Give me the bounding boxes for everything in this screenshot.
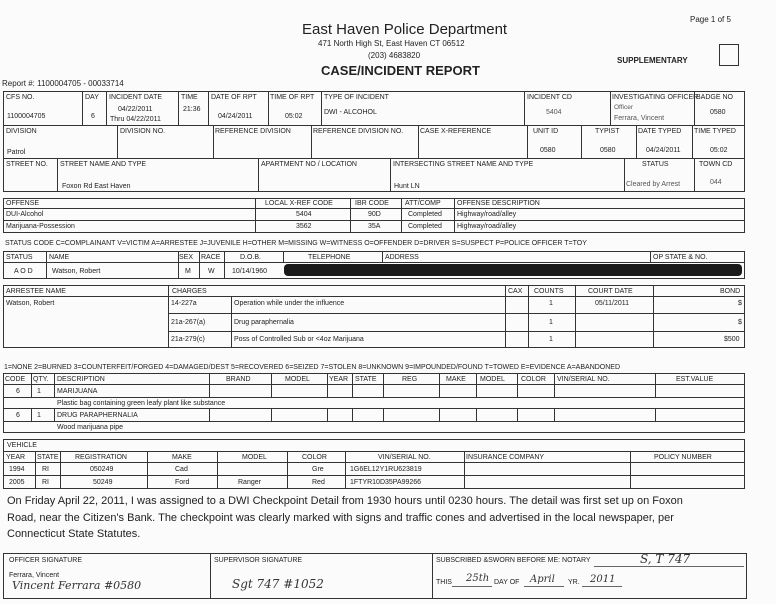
day-label: DAY (85, 94, 99, 101)
person-phone-header: TELEPHONE (308, 254, 351, 261)
veh-color-header: COLOR (302, 454, 327, 461)
unit-id-value: 0580 (540, 147, 556, 154)
veh-reg-2: 50249 (93, 479, 113, 486)
notary-year: 2011 (590, 574, 616, 585)
charge-code-2: 21a-267(a) (171, 319, 206, 326)
charge-code-1: 14-227a (171, 300, 197, 307)
day-of-label: DAY OF (494, 579, 520, 586)
xref-code-header: LOCAL X-REF CODE (265, 200, 333, 207)
signature-block (3, 553, 747, 599)
prop-make-header: MAKE (446, 376, 466, 383)
person-race-header: RACE (201, 254, 221, 261)
veh-policy-header: POLICY NUMBER (654, 454, 712, 461)
veh-model-header: MODEL (242, 454, 267, 461)
court-date-header: COURT DATE (588, 288, 633, 295)
street-value: Foxon Rd East Haven (62, 183, 131, 190)
ref-division-label: REFERENCE DIVISION (215, 128, 291, 135)
date-typed-value: 04/24/2011 (646, 147, 681, 154)
incident-date-label: INCIDENT DATE (109, 94, 163, 101)
report-title: CASE/INCIDENT REPORT (321, 63, 480, 78)
officer-title: Officer (614, 104, 634, 111)
bond-1: $ (738, 300, 742, 307)
prop-value-header: EST.VALUE (676, 376, 714, 383)
prop-model2-header: MODEL (480, 376, 505, 383)
charge-counts-2: 1 (549, 319, 553, 326)
person-dob: 10/14/1960 (232, 268, 268, 275)
notary-day: 25th (466, 573, 490, 584)
veh-year-header: YEAR (6, 454, 26, 461)
offense-ibr-2: 35A (368, 223, 381, 230)
town-code-label: TOWN CD (699, 161, 733, 168)
prop-qty-header: QTY. (33, 376, 49, 383)
prop-code-header: CODE (5, 376, 26, 383)
prop-year-header: YEAR (329, 376, 349, 383)
offense-row-2: Marijuana-Possession (6, 223, 75, 230)
veh-vin-1: 1G6EL12Y1RU623819 (350, 466, 422, 473)
division-label: DIVISION (6, 128, 37, 135)
incident-code-label: INCIDENT CD (527, 94, 572, 101)
cfs-value: 1100004705 (7, 113, 46, 120)
division-no-label: DIVISION NO. (120, 128, 166, 135)
prop-state-header: STATE (355, 376, 377, 383)
charge-desc-3: Poss of Controlled Sub or <4oz Marijuana (234, 336, 364, 343)
prop-qty-2: 1 (37, 412, 41, 419)
prop-desc-2: DRUG PARAPHERNALIA (57, 412, 138, 419)
intersecting-value: Hunt LN (394, 183, 420, 190)
offense-desc-2: Highway/road/alley (457, 223, 517, 230)
incident-date-thru: Thru 04/22/2011 (110, 116, 161, 123)
department-name: East Haven Police Department (302, 21, 508, 38)
prop-qty-1: 1 (37, 388, 41, 395)
prop-detail-1: Plastic bag containing green leafy plant like substance (57, 400, 226, 407)
person-name-header: NAME (49, 254, 70, 261)
prop-code-1: 6 (16, 388, 20, 395)
supplementary-label: SUPPLEMENTARY (617, 56, 688, 65)
incident-code-value: 5404 (546, 109, 562, 116)
person-status: A O D (14, 268, 33, 275)
supervisor-signature: Sgt 747 #1052 (232, 577, 324, 591)
date-typed-label: DATE TYPED (638, 128, 682, 135)
person-sex: M (185, 268, 191, 275)
arrestee-name-header: ARRESTEE NAME (6, 288, 66, 295)
veh-year-1: 1994 (9, 466, 25, 473)
offense-desc-header: OFFENSE DESCRIPTION (457, 200, 540, 207)
supervisor-signature-label: SUPERVISOR SIGNATURE (214, 557, 303, 564)
veh-vin-2: 1FTYR10D35PA99266 (350, 479, 422, 486)
veh-reg-1: 050249 (90, 466, 114, 473)
veh-insurance-header: INSURANCE COMPANY (466, 454, 545, 461)
incident-type-label: TYPE OF INCIDENT (324, 94, 389, 101)
ibr-code-header: IBR CODE (355, 200, 389, 207)
day-value: 6 (91, 113, 95, 120)
division-value: Patrol (7, 149, 26, 156)
prop-detail-2: Wood marijuana pipe (57, 424, 124, 431)
date-rpt-label: DATE OF RPT (211, 94, 257, 101)
person-sex-header: SEX (179, 254, 194, 261)
charge-desc-1: Operation while under the influence (234, 300, 345, 307)
typist-label: TYPIST (595, 128, 620, 135)
op-state-header: OP STATE & NO. (653, 254, 708, 261)
person-dob-header: D.O.B. (240, 254, 262, 261)
veh-color-2: Red (312, 479, 325, 486)
redaction-bar (284, 264, 742, 276)
person-race: W (208, 268, 215, 275)
arrestee-table (3, 285, 745, 348)
counts-header: COUNTS (534, 288, 564, 295)
veh-state-1: RI (42, 466, 49, 473)
case-info-block (3, 91, 745, 192)
prop-vin-header: VIN/SERIAL NO. (557, 376, 610, 383)
veh-state-2: RI (42, 479, 49, 486)
charge-code-3: 21a-279(c) (171, 336, 205, 343)
veh-color-1: Gre (312, 466, 324, 473)
officer-signature: Vincent Ferrara #0580 (12, 579, 142, 592)
status-code-legend: STATUS CODE C=COMPLAINANT V=VICTIM A=ARRESTEE J=JUVENILE H=OTHER M=MISSING W=WITNESS O=OFFENDER D=DRIVER S=SUSPECT P=POLICE OFFICER T=TOY (5, 240, 587, 247)
bond-header: BOND (720, 288, 741, 295)
this-label: THIS (436, 579, 452, 586)
offense-att-1: Completed (408, 211, 442, 218)
page-number: Page 1 of 5 (690, 15, 731, 24)
veh-make-header: MAKE (172, 454, 192, 461)
bond-2: $ (738, 319, 742, 326)
report-number: Report #: 1100004705 - 00033714 (2, 79, 124, 88)
prop-reg-header: REG (402, 376, 418, 383)
time-label: TIME (181, 94, 198, 101)
officer-label: INVESTIGATING OFFICER (612, 94, 699, 101)
notary-label: SUBSCRIBED &SWORN BEFORE ME: NOTARY (436, 557, 591, 564)
cax-header: CAX (508, 288, 523, 295)
offense-att-2: Completed (408, 223, 442, 230)
veh-vin-header: VIN/SERIAL NO. (378, 454, 431, 461)
arrestee-name: Watson, Robert (6, 300, 55, 307)
intersecting-label: INTERSECTING STREET NAME AND TYPE (393, 161, 534, 168)
prop-desc-header: DESCRIPTION (57, 376, 105, 383)
charges-header: CHARGES (172, 288, 207, 295)
notary-signature: S, T 747 (640, 552, 691, 566)
att-comp-header: ATT/COMP (405, 200, 441, 207)
narrative: On Friday April 22, 2011, I was assigned to a DWI Checkpoint Detail from 1930 hours until 0230 hours. The detail was first set up on Foxon Road, near the Citizen's Bank. The checkpoint was clearly marked with signs and traffic cones and advertised in the local newspaper, per Connecticut State Statutes. (7, 495, 683, 540)
charge-desc-2: Drug paraphernalia (234, 319, 294, 326)
date-rpt-value: 04/24/2011 (218, 113, 253, 120)
town-code-value: 044 (710, 179, 722, 186)
prop-code-2: 6 (16, 412, 20, 419)
status-value: Cleared by Arrest (626, 181, 681, 188)
time-value: 21:36 (183, 106, 201, 113)
yr-label: YR. (568, 579, 580, 586)
prop-brand-header: BRAND (226, 376, 251, 383)
officer-name: Ferrara, Vincent (614, 115, 665, 122)
officer-signature-name: Ferrara, Vincent (9, 572, 60, 579)
veh-year-2: 2005 (9, 479, 25, 486)
offense-header: OFFENSE (6, 200, 40, 207)
typist-value: 0580 (600, 147, 616, 154)
veh-state-header: STATE (37, 454, 59, 461)
vehicle-title: VEHICLE (7, 442, 37, 449)
supplementary-checkbox[interactable] (719, 44, 739, 66)
offense-code-1: 5404 (296, 211, 312, 218)
veh-make-1: Cad (175, 466, 188, 473)
offense-code-2: 3562 (296, 223, 312, 230)
veh-make-2: Ford (175, 479, 190, 486)
prop-desc-1: MARIJUANA (57, 388, 98, 395)
status-label: STATUS (642, 161, 669, 168)
person-address-header: ADDRESS (385, 254, 419, 261)
bond-3: $500 (724, 336, 740, 343)
ref-division-no-label: REFERENCE DIVISION NO. (313, 128, 404, 135)
street-no-label: STREET NO. (6, 161, 48, 168)
charge-counts-1: 1 (549, 300, 553, 307)
department-phone: (203) 4683820 (368, 51, 421, 60)
prop-model-header: MODEL (285, 376, 310, 383)
department-address: 471 North High St, East Haven CT 06512 (318, 39, 465, 48)
street-label: STREET NAME AND TYPE (60, 161, 147, 168)
veh-model-2: Ranger (238, 479, 261, 486)
time-rpt-value: 05:02 (285, 113, 303, 120)
time-typed-value: 05:02 (710, 147, 728, 154)
charge-counts-3: 1 (549, 336, 553, 343)
cfs-label: CFS NO. (6, 94, 35, 101)
badge-label: BADGE NO (696, 94, 733, 101)
offense-ibr-1: 90D (368, 211, 381, 218)
unit-id-label: UNIT ID (533, 128, 559, 135)
person-status-header: STATUS (6, 254, 33, 261)
case-xref-label: CASE X-REFERENCE (420, 128, 492, 135)
court-date-1: 05/11/2011 (595, 300, 629, 307)
offense-desc-1: Highway/road/alley (457, 211, 517, 218)
notary-month: April (530, 574, 555, 585)
prop-color-header: COLOR (521, 376, 546, 383)
incident-date-from: 04/22/2011 (118, 106, 153, 113)
person-name: Watson, Robert (52, 268, 101, 275)
veh-reg-header: REGISTRATION (75, 454, 127, 461)
apartment-label: APARTMENT NO / LOCATION (261, 161, 357, 168)
officer-signature-label: OFFICER SIGNATURE (9, 557, 82, 564)
time-typed-label: TIME TYPED (694, 128, 736, 135)
time-rpt-label: TIME OF RPT (270, 94, 315, 101)
badge-value: 0580 (710, 109, 726, 116)
property-legend: 1=NONE 2=BURNED 3=COUNTERFEIT/FORGED 4=DAMAGED/DEST 5=RECOVERED 6=SEIZED 7=STOLEN 8=UNKNOWN 9=IMPOUNDED/FOUND T=TOWED E=EVIDENCE A=ABANDONED (4, 364, 621, 371)
incident-type-value: DWI - ALCOHOL (324, 109, 377, 116)
offense-row-1: DUI-Alcohol (6, 211, 44, 218)
